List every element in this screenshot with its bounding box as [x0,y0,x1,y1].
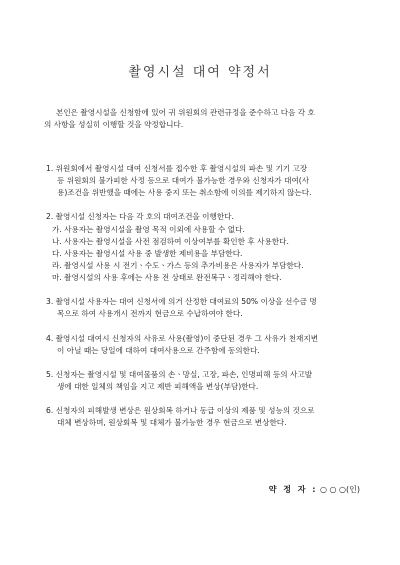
signatory-label: 약 정 자 : [268,485,318,494]
agreement-item-1 [46,163,362,199]
agreement-item-5 [46,369,362,393]
item-lead: 3. 촬영시설 사용자는 대여 신청서에 의거 산정한 대여료의 50% 이상을 선수금 명 [46,297,317,307]
signatory-name: ○ ○ ○ [319,485,347,494]
agreement-item-4 [46,333,362,357]
item-lead: 2. 촬영시설 신청자는 다음 각 호의 대여조건을 이행한다. [46,212,234,222]
sub-item: 라. 촬영시설 사용 시 전기ㆍ수도ㆍ가스 등의 추가비용은 사용자가 부담한다. [52,260,304,270]
agreement-item-6 [46,405,362,429]
item-continuation: 등 위원회의 불가피한 사정 등으로 대여가 불가능한 경우와 신청자가 대여(사 [57,176,310,186]
agreement-item-3 [46,296,362,320]
item-lead: 5. 신청자는 촬영시설 및 대여물품의 손ㆍ망실, 고장, 파손, 인명피해 등의 사고발 [46,369,313,379]
item-lead: 1. 위원회에서 촬영시설 대여 신청서를 접수한 후 촬영시설의 파손 및 기기 고장 [46,164,308,173]
sub-item: 가. 사용자는 촬영시설을 촬영 목적 이외에 사용할 수 없다. [52,224,245,234]
agreement-item-2 [46,211,362,284]
item-continuation: 대체 변상하며, 원상회복 및 대체가 불가능한 경우 현금으로 변상한다. [57,418,287,428]
item-continuation: 이 아닐 때는 당일에 대하여 대여사용으로 간주함에 동의한다. [57,345,260,355]
sub-item: 마. 촬영시설의 사용 후에는 사용 전 상태로 완전복구ㆍ정리해야 한다. [52,273,282,283]
intro-line: 의 사항을 성실히 이행할 것을 약정합니다. [44,120,184,130]
item-continuation: 목으로 하여 사용개시 전까지 현금으로 수납하여야 한다. [57,309,243,319]
intro-line: 본인은 촬영시설을 신청함에 있어 귀 위원회의 관련규정을 준수하고 다음 각 호 [56,108,315,117]
agreement-items [46,163,362,441]
sub-item: 다. 사용자는 촬영시설 사용 중 발생한 제비용을 부담한다. [52,248,243,258]
item-continuation: 용)조건을 위반했을 때에는 사용 중지 또는 취소함에 이의를 제기하지 않는다. [57,188,312,198]
intro-paragraph [44,107,360,131]
item-lead: 4. 촬영시설 대여시 신청자의 사유로 사용(촬영)이 중단된 경우 그 사유가 천재지변 [46,333,319,343]
seal-mark: (인) [346,485,360,494]
signature-line [269,484,360,497]
item-continuation: 생에 대한 일체의 책임을 지고 제반 피해액을 변상(부담)한다. [57,381,259,391]
item-lead: 6. 신청자의 피해발생 변상은 원상회복 하거나 동급 이상의 제품 및 성능의 것으로 [46,406,315,416]
sub-item: 나. 사용자는 촬영시설을 사전 점검하여 이상여부를 확인한 후 사용한다. [52,236,289,246]
document-title: 촬영시설 대여 약정서 [128,65,272,80]
